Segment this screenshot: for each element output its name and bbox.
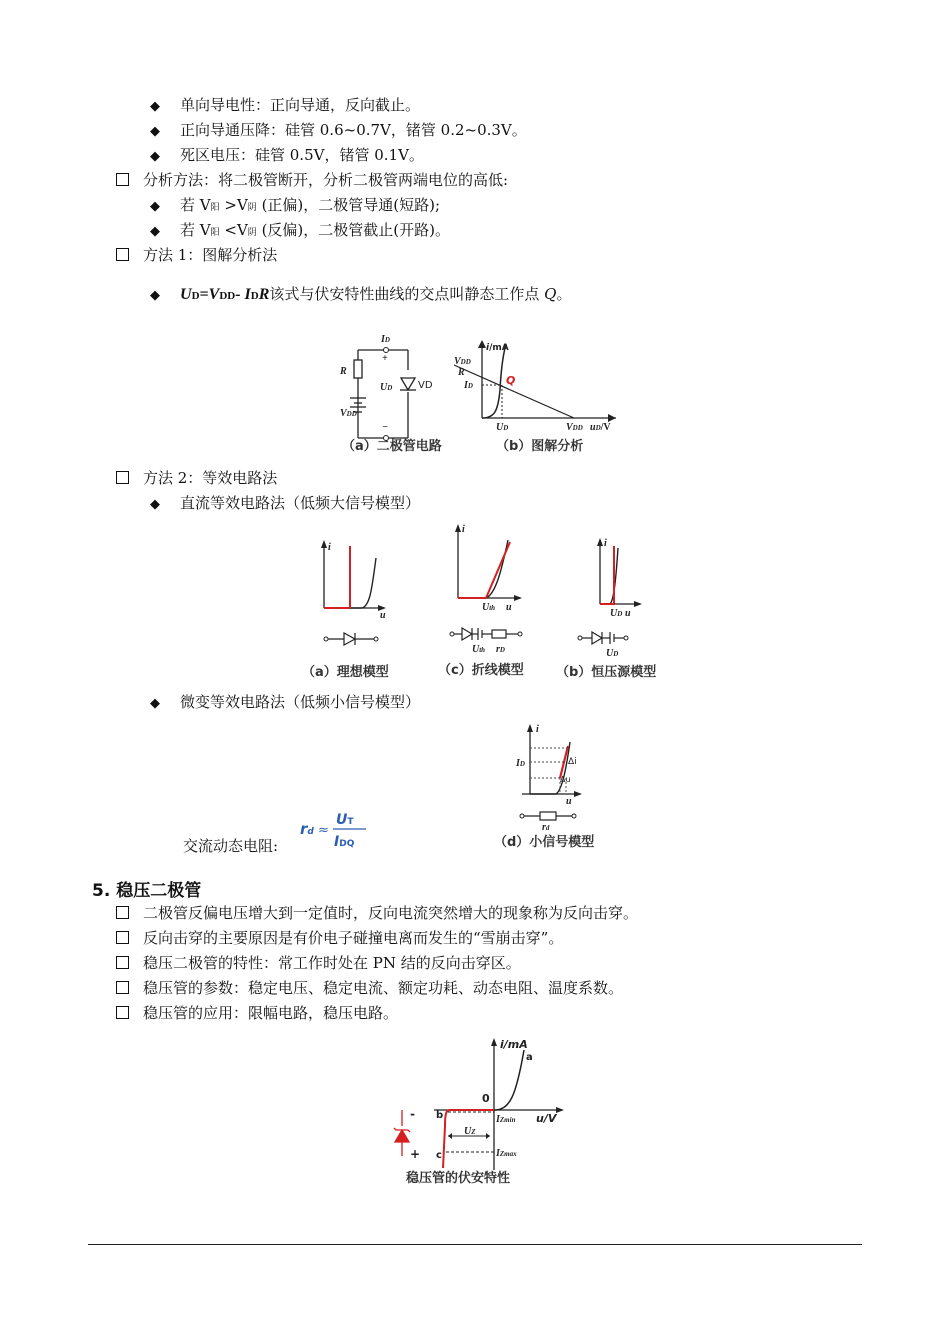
svg-text:rD: rD xyxy=(496,644,505,655)
caption-piecewise: （c）折线模型 xyxy=(438,663,524,678)
square-bullet-icon xyxy=(116,248,129,261)
svg-text:Δi: Δi xyxy=(568,757,577,767)
ac-resistance-label: 交流动态电阻: xyxy=(183,837,279,855)
figure-zener-iv xyxy=(390,1030,570,1188)
graph-id: ID xyxy=(464,380,473,391)
svg-text:-: - xyxy=(410,1107,415,1121)
label-ud: UD xyxy=(380,382,393,393)
caption-a: （a）二极管电路 xyxy=(342,439,442,454)
svg-text:i: i xyxy=(536,724,539,735)
analysis-forward: ◆ 若 V阳 >V阴 (正偏)，二极管导通(短路); xyxy=(150,195,440,218)
svg-text:i: i xyxy=(604,538,607,549)
graph-x-label: uD/V xyxy=(590,422,611,433)
bullet-forward-drop: ◆ 正向导通压降：硅管 0.6~0.7V，锗管 0.2~0.3V。 xyxy=(150,120,527,142)
method2-title: 方法 2：等效电路法 xyxy=(116,468,277,488)
model-constant-voltage xyxy=(578,538,642,659)
square-bullet-icon xyxy=(116,931,129,944)
caption-small-signal: （d）小信号模型 xyxy=(494,835,595,850)
svg-text:IDQ: IDQ xyxy=(334,834,355,850)
svg-text:UD: UD xyxy=(610,608,623,619)
label-vd: VD xyxy=(418,380,433,391)
diamond-bullet-icon: ◆ xyxy=(150,224,160,239)
svg-text:IZmin: IZmin xyxy=(496,1114,516,1125)
analysis-reverse: ◆ 若 V阳 <V阴 (反偏)，二极管截止(开路)。 xyxy=(150,220,450,243)
graph-y-label: i/mA xyxy=(486,343,509,353)
svg-text:b: b xyxy=(436,1110,444,1121)
square-bullet-icon xyxy=(116,471,129,484)
model-ideal xyxy=(321,540,386,645)
zener-item: 二极管反偏电压增大到一定值时，反向电流突然增大的现象称为反向击穿。 xyxy=(116,903,638,923)
analysis-method: 分析方法：将二极管断开，分析二极管两端电位的高低: xyxy=(116,170,508,190)
svg-text:rd: rd xyxy=(300,820,314,838)
square-bullet-icon xyxy=(116,906,129,919)
svg-text:UD: UD xyxy=(606,648,619,659)
svg-text:c: c xyxy=(436,1150,442,1161)
square-bullet-icon xyxy=(116,981,129,994)
svg-text:i: i xyxy=(328,542,331,553)
graph-vdd-r: VDD xyxy=(454,356,471,367)
diamond-bullet-icon: ◆ xyxy=(150,124,160,139)
figure-graphical-analysis xyxy=(336,330,626,458)
svg-text:rd: rd xyxy=(542,822,550,833)
svg-text:UZ: UZ xyxy=(464,1126,476,1137)
svg-text:Uth: Uth xyxy=(482,602,496,613)
zener-item: 稳压管的应用：限幅电路，稳压电路。 xyxy=(116,1003,398,1023)
diamond-bullet-icon: ◆ xyxy=(150,288,160,303)
svg-text:IZmax: IZmax xyxy=(496,1148,517,1159)
graph-vdd: VDD xyxy=(566,422,583,433)
diamond-bullet-icon: ◆ xyxy=(150,199,160,214)
zener-item: 反向击穿的主要原因是有价电子碰撞电离而发生的“雪崩击穿”。 xyxy=(116,928,563,948)
svg-text:UT: UT xyxy=(336,812,354,828)
load-line-equation: UD=VDD- IDR xyxy=(180,286,270,303)
bullet-unidirectional: ◆ 单向导电性：正向导通，反向截止。 xyxy=(150,95,420,117)
bullet-dead-zone: ◆ 死区电压：硅管 0.5V，锗管 0.1V。 xyxy=(150,145,424,167)
label-r: R xyxy=(340,366,347,377)
label-minus: − xyxy=(382,422,389,433)
caption-ideal: （a）理想模型 xyxy=(302,665,389,680)
graph-r: R xyxy=(458,367,465,378)
graph-ud: UD xyxy=(496,422,509,433)
method2-ac: ◆ 微变等效电路法（低频小信号模型） xyxy=(150,692,420,714)
diamond-bullet-icon: ◆ xyxy=(150,99,160,114)
figure-small-signal-model xyxy=(490,720,620,850)
section-heading-zener: 5. 稳压二极管 xyxy=(92,881,202,901)
svg-text:u: u xyxy=(625,608,631,619)
square-bullet-icon xyxy=(116,173,129,186)
diamond-bullet-icon: ◆ xyxy=(150,696,160,711)
svg-text:0: 0 xyxy=(482,1092,490,1105)
svg-text:Δu: Δu xyxy=(560,775,571,784)
svg-text:u/V: u/V xyxy=(536,1112,557,1125)
caption-zener: 稳压管的伏安特性 xyxy=(406,1171,511,1186)
method1-title: 方法 1：图解分析法 xyxy=(116,245,277,265)
svg-text:u: u xyxy=(380,610,386,621)
zener-item: 稳压二极管的特性：常工作时处在 PN 结的反向击穿区。 xyxy=(116,953,521,973)
svg-text:a: a xyxy=(526,1052,533,1063)
square-bullet-icon xyxy=(116,956,129,969)
reverse-breakdown-curve xyxy=(443,1110,494,1168)
load-line xyxy=(454,365,574,418)
figure-dc-models xyxy=(300,518,660,684)
ac-resistance-formula xyxy=(298,808,370,852)
svg-text:u: u xyxy=(566,796,572,807)
svg-text:Uth: Uth xyxy=(472,644,486,655)
method1-equation-line: ◆ UD=VDD- IDR该式与伏安特性曲线的交点叫静态工作点 Q。 xyxy=(150,284,572,306)
diamond-bullet-icon: ◆ xyxy=(150,497,160,512)
caption-constant: （b）恒压源模型 xyxy=(556,665,657,680)
zener-item: 稳压管的参数：稳定电压、稳定电流、额定功耗、动态电阻、温度系数。 xyxy=(116,978,623,998)
label-plus: + xyxy=(382,353,388,364)
diamond-bullet-icon: ◆ xyxy=(150,149,160,164)
model-piecewise xyxy=(450,524,522,655)
label-id: ID xyxy=(381,334,390,345)
footer-rule xyxy=(88,1244,862,1245)
svg-text:u: u xyxy=(506,602,512,613)
svg-text:i: i xyxy=(462,524,465,535)
svg-text:+: + xyxy=(410,1147,421,1161)
svg-text:i/mA: i/mA xyxy=(500,1038,528,1051)
label-vdd: VDD xyxy=(340,408,357,419)
svg-text:ID: ID xyxy=(516,758,525,769)
square-bullet-icon xyxy=(116,1006,129,1019)
caption-b: （b）图解分析 xyxy=(496,439,584,454)
q-point: Q xyxy=(506,374,516,387)
zener-diode-icon xyxy=(394,1110,410,1156)
svg-text:≈: ≈ xyxy=(318,823,329,838)
method2-dc: ◆ 直流等效电路法（低频大信号模型） xyxy=(150,493,420,515)
